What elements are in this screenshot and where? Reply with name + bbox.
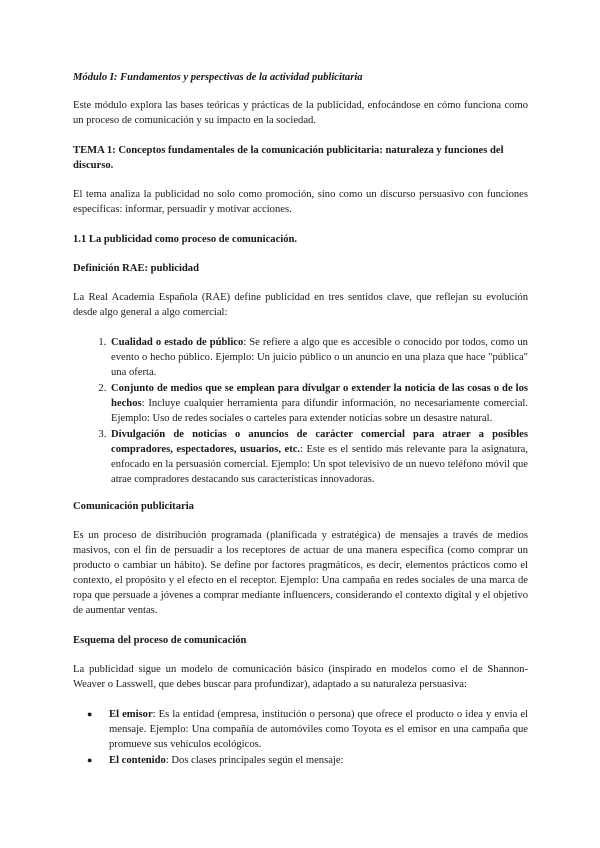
esquema-list-item (87, 707, 528, 752)
rae-definition-item (109, 335, 528, 380)
esquema-heading: Esquema del proceso de comunicación (73, 635, 247, 646)
rae-definition-list (73, 335, 528, 487)
module-intro: Este módulo explora las bases teóricas y prácticas de la publicidad, enfocándose en cómo funciona como un proceso de comunicación y su impacto en la sociedad. (73, 100, 528, 126)
esquema-term: El contenido (109, 755, 166, 766)
rae-definition-term: Conjunto de medios que se emplean para divulgar o extender la noticia de las cosas o de los hechos (111, 383, 528, 409)
tema-intro: El tema analiza la publicidad no solo como promoción, sino como un discurso persuasivo con funciones específicas: informar, persuadir y motivar acciones. (73, 189, 528, 215)
rae-heading: Definición RAE: publicidad (73, 263, 199, 274)
rae-definition-text: : Incluye cualquier herramienta para difundir información, no necesariamente comercial. Ejemplo: Uso de redes sociales o carteles para extender noticias sobre un desastre natural. (111, 398, 528, 424)
rae-definition-item (109, 427, 528, 487)
section-1-1-heading: 1.1 La publicidad como proceso de comunicación. (73, 234, 298, 245)
esquema-text: La publicidad sigue un modelo de comunicación básico (inspirado en modelos como el de Shannon-Weaver o Lasswell, que debes buscar para profundizar), adaptado a su naturaleza persuasiva: (73, 664, 528, 690)
rae-definition-item (109, 381, 528, 426)
bullet-icon: ● (87, 755, 93, 765)
rae-definition-term: Divulgación de noticias o anuncios de carácter comercial para atraer a posibles compradores, espectadores, usuarios, etc. (111, 429, 528, 455)
esquema-text-item: : Es la entidad (empresa, institución o persona) que ofrece el producto o idea y envía el mensaje. Ejemplo: Una compañía de automóviles como Toyota es el emisor en una campaña que promueve sus vehículos ecológicos. (109, 709, 528, 750)
comunicacion-publicitaria-text: Es un proceso de distribución programada (planificada y estratégica) de mensajes a través de medios masivos, con el fin de persuadir a los receptores de actuar de una manera específica (como comprar un producto o cambiar un hábito). Se define por factores pragmáticos, es decir, elementos prácticos como el contexto, el propósito y el efecto en el receptor. Ejemplo: Una campaña en redes sociales de una marca de ropa que persuade a jóvenes a comprar mediante influencers, considerando el contexto digital y el objetivo de aumentar ventas. (73, 530, 528, 616)
module-title: Módulo I: Fundamentos y perspectivas de la actividad publicitaria (73, 72, 363, 83)
comunicacion-publicitaria-heading: Comunicación publicitaria (73, 501, 194, 512)
rae-definition-term: Cualidad o estado de público (111, 337, 244, 348)
rae-definition-text: : Se refiere a algo que es accesible o conocido por todos, como un evento o hecho público. Ejemplo: Un juicio público o un anuncio en una plaza que hace "pública" una oferta. (111, 337, 528, 378)
tema-title: TEMA 1: Conceptos fundamentales de la comunicación publicitaria: naturaleza y funciones del discurso. (73, 145, 504, 171)
esquema-list (73, 707, 528, 768)
esquema-list-item (87, 753, 528, 768)
bullet-icon: ● (87, 709, 93, 719)
rae-intro: La Real Academia Española (RAE) define publicidad en tres sentidos clave, que reflejan su evolución desde algo general a algo comercial: (73, 292, 528, 318)
esquema-text-item: : Dos clases principales según el mensaje: (165, 755, 344, 766)
rae-definition-text: : Este es el sentido más relevante para la asignatura, enfocado en la persuasión comercial. Ejemplo: Un spot televisivo de un nuevo teléfono móvil que atrae compradores destacando sus características innovadoras. (111, 444, 528, 485)
esquema-term: El emisor (109, 709, 153, 720)
